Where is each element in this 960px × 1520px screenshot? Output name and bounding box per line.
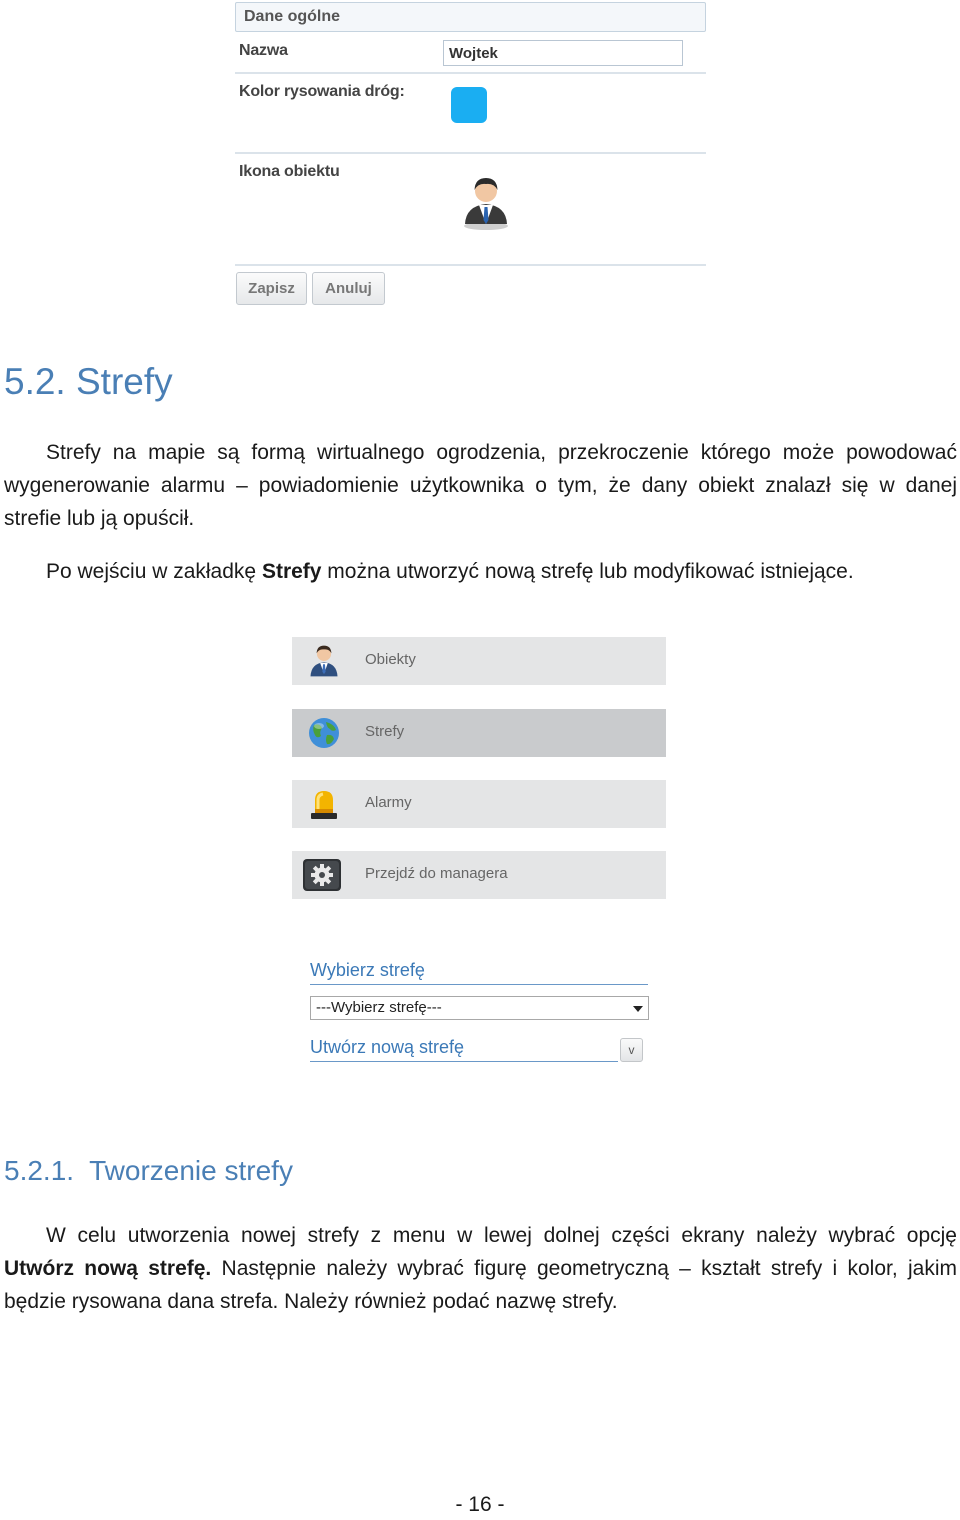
icon-label: Ikona obiektu <box>239 163 340 180</box>
divider <box>235 72 706 74</box>
menu-item-label: Alarmy <box>365 794 412 811</box>
paragraph-line: będzie rysowana dana strefa. Należy również podać nazwę strefy. <box>4 1290 618 1313</box>
alarm-light-icon <box>306 786 342 822</box>
divider <box>235 152 706 154</box>
menu-item-label: Strefy <box>365 723 405 740</box>
page-number: - 16 - <box>455 1493 505 1516</box>
expand-toggle-button[interactable]: v <box>620 1038 643 1062</box>
paragraph-line: Strefy na mapie są formą wirtualnego ogrodzenia, przekroczenie którego może powodować <box>46 441 957 464</box>
form-header: Dane ogólne <box>235 2 706 32</box>
dropdown-arrow-icon <box>633 1006 643 1012</box>
paragraph-bold: Strefy <box>261 560 322 583</box>
name-label: Nazwa <box>239 42 288 59</box>
paragraph-line <box>4 1252 957 1285</box>
menu-item-manager[interactable] <box>292 851 666 899</box>
zone-select[interactable] <box>310 996 649 1020</box>
color-label: Kolor rysowania dróg: <box>239 83 405 100</box>
paragraph-text: można utworzyć nową strefę lub modyfikować istniejące. <box>321 560 854 583</box>
menu-item-zones[interactable] <box>292 709 666 757</box>
person-icon <box>306 643 342 679</box>
subsection-heading: 5.2.1. Tworzenie strefy <box>4 1155 293 1186</box>
menu-item-alarms[interactable] <box>292 780 666 828</box>
zone-select-value: ---Wybierz strefę--- <box>316 999 442 1016</box>
cancel-button[interactable]: Anuluj <box>312 272 385 305</box>
divider <box>235 264 706 266</box>
person-icon[interactable] <box>460 174 512 230</box>
create-zone-link[interactable]: Utwórz nową strefę <box>310 1037 618 1062</box>
menu-item-label: Przejdź do managera <box>365 865 508 882</box>
paragraph-line: strefie lub ją opuścił. <box>4 507 195 530</box>
paragraph-text: Po wejściu w zakładkę <box>46 560 262 583</box>
paragraph <box>46 555 854 588</box>
menu-item-objects[interactable] <box>292 637 666 685</box>
paragraph-line: W celu utworzenia nowej strefy z menu w lewej dolnej części ekrany należy wybrać opcję <box>46 1224 957 1247</box>
menu-item-label: Obiekty <box>365 651 416 668</box>
globe-icon <box>306 715 342 751</box>
section-heading: 5.2. Strefy <box>4 361 173 402</box>
save-button[interactable]: Zapisz <box>236 272 307 305</box>
color-swatch[interactable] <box>451 87 487 123</box>
name-input[interactable]: Wojtek <box>443 40 683 66</box>
paragraph-line: wygenerowanie alarmu – powiadomienie użytkownika o tym, że dany obiekt znalazł się w danej <box>4 474 957 497</box>
gear-icon <box>302 857 338 893</box>
choose-zone-title: Wybierz strefę <box>310 960 648 985</box>
paragraph-text: Następnie należy wybrać figurę geometryczną – kształt strefy i kolor, jakim <box>211 1257 957 1280</box>
paragraph-bold: Utwórz nową strefę. <box>4 1257 212 1280</box>
